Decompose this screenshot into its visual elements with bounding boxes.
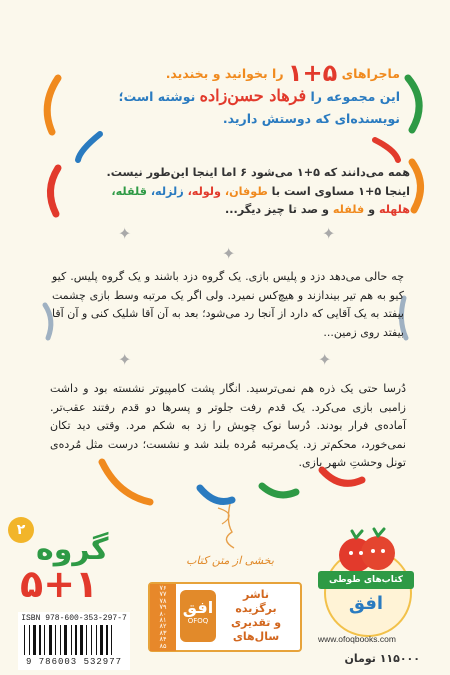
price: ۱۱۵۰۰۰ تومان [344, 652, 420, 665]
intro-line3: نویسنده‌ای که دوستش دارید. [222, 111, 400, 126]
award-text: ناشر برگزیده و تقدیری سال‌های [230, 588, 282, 643]
paragraph-1: همه می‌دانند که ۵+۱ می‌شود ۶ اما اینجا این‌طور نیست. اینجا ۵+۱ مساوی است با طوفان، ولوله، زلزله، قلقله، هلهله و فلفله و صد تا چیز دیگر... [106, 166, 410, 216]
star-icon: ✦ [322, 224, 336, 243]
series-logo [6, 515, 126, 610]
website: www.ofoqbooks.com [318, 634, 396, 644]
barcode [18, 612, 130, 670]
signature-scribble-icon [160, 502, 300, 562]
award-year: ۸۱ [159, 616, 167, 625]
award-box [148, 582, 302, 652]
series-number-badge: ۲ [8, 517, 34, 543]
award-years [150, 584, 176, 651]
paragraph-3: دُرسا حتی یک ذره هم نمی‌ترسید. انگار پشت کامپیوتر نشسته بود و داشت زامبی بازی می‌کرد. یک قدم رفت جلوتر و پسرها دو قدم رفتند عقب‌تر. آماده‌ی فرار بودند. دُرسا نوک چوبش را زد به شکم مرد. وقتی دید تکان نمی‌خورد، محکم‌تر زد. یک‌مرتبه مُرده بلند شد و نشست؛ درست مثل مُرده‌ی تونل وحشتِ شهر بازی. [50, 382, 406, 469]
badge-ribbon: کتاب‌های طوطی [318, 571, 414, 589]
award-year: ۸۳ [159, 628, 167, 637]
star-icon: ✦ [118, 350, 132, 369]
series-plus-logo: ۵+۱ [20, 562, 99, 606]
intro-line1: ماجراهای ۵+۱ را بخوانید و بخندید. [165, 59, 400, 87]
star-icon: ✦ [222, 244, 236, 263]
award-year: ۸۰ [159, 609, 167, 618]
award-year: ۸۲ [159, 622, 167, 631]
tomato-mascot-icon [318, 525, 418, 575]
author-name: فرهاد حسن‌زاده [199, 86, 307, 105]
award-year: ۷۶ [159, 584, 167, 592]
award-year: ۷۸ [159, 596, 167, 605]
intro-line2: این مجموعه را فرهاد حسن‌زاده نوشته است؛ [118, 86, 400, 105]
award-year: ۸۵ [159, 641, 167, 650]
award-year: ۷۹ [159, 603, 167, 612]
barcode-bars-icon [18, 623, 130, 657]
award-year: ۷۷ [159, 590, 167, 599]
intro-block [70, 59, 400, 130]
signature-sketch [160, 502, 300, 582]
paragraph-2: چه حالی می‌دهد دزد و پلیس بازی. یک گروه دزد باشند و یک گروه پلیس. کیو کیو به هم تیر بیندازند و هیچ‌کس نمیرد. ولی اگر یک مرتبه وسط بازی چشمت بیفتد به یک آقایی که دارد از آنجا رد می‌شود؛ بعد به آن آقا شلیک کنی و آن آقا بیفتد روی زمین... [52, 270, 404, 339]
series-logo-inline: ۵+۱ [287, 59, 338, 87]
barcode-digits: 9 786003 532977 [25, 657, 122, 667]
badge-publisher-name: افق [348, 593, 384, 614]
signature-text: بخشی از متن کتاب [186, 554, 274, 567]
award-year: ۸۴ [159, 635, 167, 644]
series-word: گروه [36, 532, 109, 567]
publisher-emblem: افق OFOQ [180, 590, 216, 642]
isbn-text: ISBN 978-600-353-297-7 [21, 614, 127, 623]
publisher-badge [318, 525, 418, 625]
star-icon: ✦ [118, 224, 132, 243]
star-icon: ✦ [318, 350, 332, 369]
